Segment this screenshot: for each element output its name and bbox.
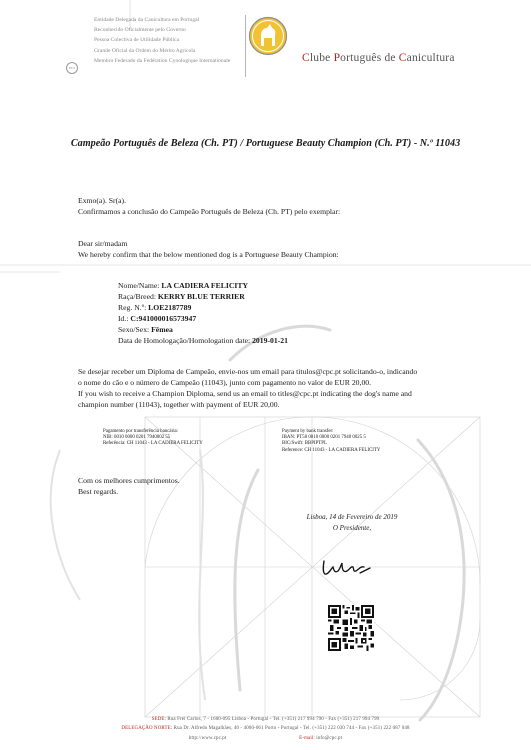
payment-pt-ref: Referência: CH 11043 - LA CADIERA FELICITY (103, 441, 203, 447)
footer-delegacao-text: Rua Dr. Alfredo Magalhães, 40 - 4000-061 Porto - Portugal - Tel. (+351) 222 030 744 - Fax (+351) 222 087 048 (173, 726, 410, 731)
footer-delegacao (0, 726, 531, 731)
payment-pt-title: Pagamento por transferência bancária: (103, 429, 179, 434)
dog-id-row (118, 313, 196, 324)
footer-sede-label: SEDE: (151, 717, 167, 722)
dog-reg-row (118, 302, 191, 313)
document-title: Campeão Português de Beleza (Ch. PT) / Portuguese Beauty Champion (Ch. PT) - N.º 11043 (70, 138, 461, 149)
payment-en-bic: BIC/Swift: BBPIPTPL (282, 441, 327, 447)
brand-part: C (398, 52, 407, 64)
dog-id-value: C:941000016573947 (130, 314, 197, 323)
dog-breed-label: Raça/Breed: (118, 292, 156, 301)
header-line: Entidade Delegada da Canicultura em Portugal (94, 17, 200, 23)
brand-part: anicultura (406, 52, 455, 64)
payment-en-title: Payment by bank transfer: (282, 429, 334, 434)
dog-reg-value: LOE2187789 (148, 303, 192, 312)
header-credentials (94, 15, 244, 66)
payment-en-ref: Reference: CH 11043 - LA CADIERA FELICITY (282, 447, 381, 453)
closing-pt: Com os melhores cumprimentos. (78, 476, 180, 485)
brand-part: ortuguês de (340, 52, 399, 64)
payment-en (282, 429, 380, 454)
dog-name-value: LA CADIERA FELICITY (161, 281, 249, 290)
closing-en: Best regards. (78, 487, 119, 496)
dog-sex-label: Sexo/Sex: (118, 325, 150, 334)
header-divider (245, 15, 246, 77)
brand-part: P (333, 52, 341, 64)
brand-part: lube (309, 52, 334, 64)
dog-breed-row (118, 291, 245, 302)
footer-email-label: E-mail: (299, 736, 315, 741)
diploma-pt-line: Se desejar receber um Diploma de Campeão, envie-nos um email para titulos@cpc.pt solicitando-o, indicando (78, 367, 418, 376)
footer-email-link[interactable]: info@cpc.pt (316, 736, 343, 741)
footer-site-link[interactable]: http://www.cpc.pt (188, 736, 227, 741)
footer-delegacao-label: DELEGAÇÃO NORTE: (121, 726, 173, 731)
confirm-en: We hereby confirm that the below mentioned dog is a Portuguese Beauty Champion: (78, 250, 339, 259)
dog-breed-value: KERRY BLUE TERRIER (157, 292, 245, 301)
place-date: Lisboa, 14 de Fevereiro de 2019 (306, 513, 398, 521)
brand-part: C (302, 52, 310, 64)
signature-block (302, 512, 402, 534)
homologation-date-value: 2019-01-21 (252, 336, 288, 345)
diploma-en-line: If you wish to receive a Champion Diploma, send us an email to titles@cpc.pt indicating the dog's name and (78, 389, 412, 398)
brand-name (302, 52, 455, 64)
diploma-pt-line: o nome do cão e o número de Campeão (11043), junto com pagamento no valor de EUR 20,00. (78, 378, 372, 387)
dog-sex-value: Fêmea (151, 325, 173, 334)
dog-sex-row (118, 324, 173, 335)
dog-name-label: Nome/Name: (118, 281, 160, 290)
payment-pt-nib: NIB: 0010 0000 0201 7940002 55 (103, 435, 171, 441)
dog-id-label: Id.: (118, 314, 129, 323)
signature-image (320, 555, 372, 579)
header-line: Grande Oficial da Ordem do Mérito Agrícola (94, 47, 196, 54)
qr-code-icon (328, 605, 374, 651)
footer-sede (0, 717, 531, 722)
footer-sede-text: Rua Frei Carlos, 7 - 1600-095 Lisboa - Portugal - Tel. (+351) 217 994 790 - Fax (+351) 217 994 799 (167, 717, 380, 722)
club-logo-dog-icon (248, 16, 288, 56)
signatory-role: O Presidente, (332, 524, 372, 532)
dog-name-row (118, 280, 248, 291)
dog-reg-label: Reg. N.º: (118, 303, 147, 312)
diploma-en-line: champion number (11043), together with payment of EUR 20,00. (78, 400, 280, 409)
homologation-date-row (118, 335, 288, 346)
header-line: Reconhecido Oficialmente pelo Governo (94, 27, 186, 34)
payment-en-iban: IBAN: PT50 0010 0000 0201 7940 0025 5 (282, 435, 366, 441)
confirm-pt: Confirmamos a conclusão do Campeão Português de Beleza (Ch. PT) pelo exemplar: (78, 207, 341, 216)
greeting-pt: Exmo(a). Sr(a). (78, 196, 127, 205)
header-line: Membro Federado da Fédération Cynologique Internationale (94, 57, 231, 64)
homologation-date-label: Data de Homologação/Homologation date: (118, 336, 251, 345)
header-line: Pessoa Colectiva de Utilidade Pública (94, 37, 180, 44)
fci-seal-icon: FCI (66, 62, 78, 74)
footer-contact (0, 736, 531, 741)
greeting-en: Dear sir/madam (78, 239, 128, 248)
payment-pt (103, 429, 203, 448)
